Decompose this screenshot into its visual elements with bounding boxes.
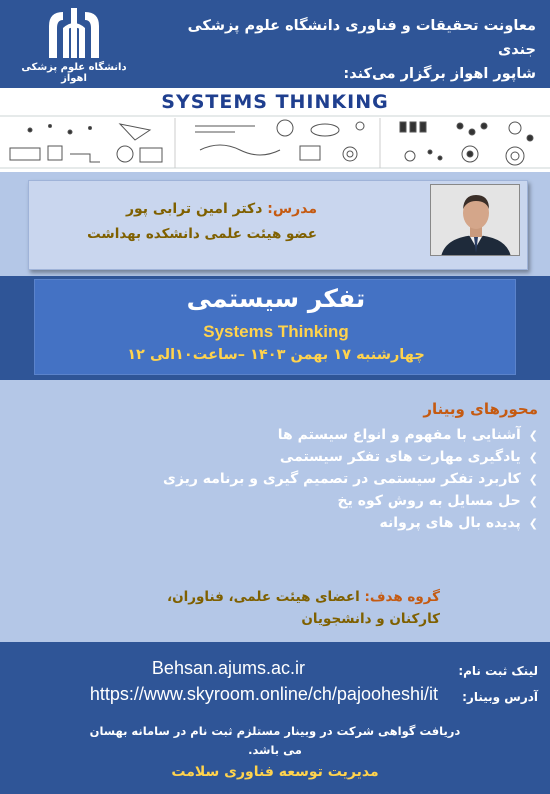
list-item [38, 424, 538, 446]
organizer-name: مدیریت توسعه فناوری سلامت [171, 764, 379, 780]
certificate-line-2: می باشد. [248, 743, 302, 757]
instructor-affiliation: عضو هیئت علمی دانشکده بهداشت [87, 226, 317, 242]
list-item [38, 512, 538, 534]
person-portrait-icon [431, 185, 520, 256]
target-group-label: گروه هدف: [364, 589, 440, 605]
topics-heading: محورهای وبینار [423, 400, 538, 418]
target-group-line-1 [167, 586, 440, 608]
chevron-left-icon: ❯ [528, 473, 538, 486]
chevron-left-icon: ❯ [528, 451, 538, 464]
topic-text: یادگیری مهارت های تفکر سیستمی [279, 449, 521, 465]
chevron-left-icon: ❯ [528, 429, 538, 442]
list-item [38, 490, 538, 512]
title-box [34, 279, 516, 375]
instructor-name-line [126, 201, 317, 217]
chevron-left-icon: ❯ [528, 517, 538, 530]
registration-link[interactable]: Behsan.ajums.ac.ir [151, 658, 305, 678]
topic-list [38, 424, 538, 534]
systems-thinking-banner [0, 88, 550, 172]
banner-title: SYSTEMS THINKING [161, 91, 389, 113]
target-group-text-2: کارکنان و دانشجویان [301, 611, 440, 627]
footer-section [0, 642, 550, 794]
header [0, 0, 550, 88]
header-line-2: شاپور اهواز برگزار می‌کند: [343, 66, 536, 82]
header-text [146, 14, 536, 86]
instructor-label: مدرس: [267, 201, 317, 217]
topic-text: حل مسایل به روش کوه یخ [337, 493, 521, 509]
topic-text: آشنایی با مفهوم و انواع سیستم ها [277, 427, 521, 443]
webinar-link[interactable]: https://www.skyroom.online/ch/pajooheshi/it [89, 684, 438, 704]
target-group [167, 586, 440, 630]
topic-text: کاربرد تفکر سیستمی در تصمیم گیری و برنامه ریزی [163, 471, 521, 487]
instructor-name: دکتر امین ترابی پور [125, 201, 263, 217]
topics-section [0, 380, 550, 642]
list-item [38, 446, 538, 468]
instructor-photo [430, 184, 520, 256]
target-group-text-1: اعضای هیئت علمی، فناوران، [166, 589, 360, 605]
university-logo [14, 6, 134, 84]
certificate-line-1: دریافت گواهی شرکت در وبینار مستلزم ثبت نام در سامانه بهسان [89, 724, 461, 738]
webinar-date: چهارشنبه ۱۷ بهمن ۱۴۰۳ –ساعت۱۰الی ۱۲ [127, 347, 425, 363]
registration-label: لینک ثبت نام: [458, 664, 538, 678]
webinar-address-label: آدرس وبینار: [462, 690, 538, 704]
webinar-title-fa: تفکر سیستمی [186, 284, 366, 313]
webinar-title-en: Systems Thinking [203, 322, 349, 341]
certificate-note [0, 722, 550, 760]
systems-diagram-illustration [0, 110, 550, 172]
university-emblem-icon [45, 6, 103, 60]
title-section [0, 276, 550, 380]
list-item [38, 468, 538, 490]
header-line-1: معاونت تحقیقات و فناوری دانشگاه علوم پزشکی جندی [187, 18, 536, 58]
topic-text: پدیده بال های پروانه [379, 515, 521, 531]
chevron-left-icon: ❯ [528, 495, 538, 508]
logo-text: دانشگاه علوم پزشکی اهواز [21, 62, 127, 84]
